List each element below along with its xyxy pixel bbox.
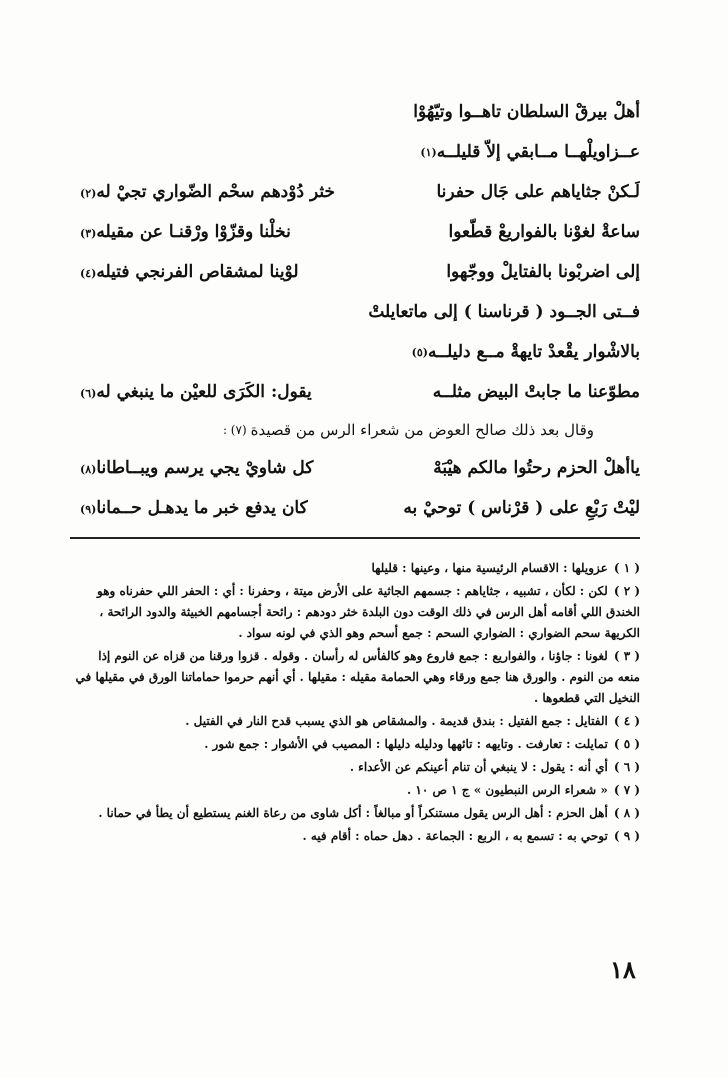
footnote-text: الفتايل : جمع الفتيل : بندق قديمة . والمشقاص هو الذي يسبب قدح النار في الفتيل .	[185, 714, 608, 728]
verse-second-hemistich: خثر دُوْدهم سحْم الضّواري تجيْ له	[96, 182, 335, 202]
footnote-text: « شعراء الرس النبطيون » ج ١ ص ١٠ .	[407, 783, 608, 797]
footnote-number: ( ٤ )	[613, 714, 640, 728]
footnote-text: لغونا : جاؤنا ، والفواريع : جمع فاروع وهو كالفأس له رأسان . وقوله . قزوا ورقنا من قزاه عن النوم إذا منعه من النوم . والورق هنا جمع ورقاء وهي الحمامة مقيله : مقيلها . أي أنهم حرموا حماماتنا الورق في مقيلها في النخيل التي قطعوها .	[75, 649, 640, 705]
verse-second-hemistich: نخلْنا وقزّوْا ورْقنـا عن مقيله	[96, 222, 291, 242]
footnote-ref: (١)	[420, 145, 437, 159]
verse-line	[80, 92, 640, 132]
verse-text: بالاشْوار يقْعدْ تايهةْ مــع دليلــه	[428, 342, 640, 362]
footnote-number: ( ٣ )	[613, 649, 640, 663]
footnote-ref: (٩)	[80, 503, 97, 516]
footnote-number: ( ٩ )	[613, 829, 640, 843]
verse-second-hemistich: كان يدفع خبر ما يدهـل حــمانا	[96, 498, 308, 518]
footnote	[74, 734, 640, 755]
poem-block	[80, 92, 640, 528]
footnote	[74, 757, 640, 778]
verse-text: عــزاويلْهــا مــابقي إلاّ قليلــه	[436, 142, 640, 162]
footnote	[74, 826, 640, 847]
verse-line	[80, 372, 640, 412]
footnote-number: ( ٧ )	[613, 783, 640, 797]
verse-line	[80, 488, 640, 528]
verse-first-hemistich: ليْتْ رَبْعِ على ( قرْناس ) توحيْ به	[403, 498, 640, 518]
footnote	[74, 646, 640, 709]
footnote	[74, 780, 640, 801]
page-number: ١٨	[610, 955, 636, 984]
footnote-ref: (٦)	[80, 387, 97, 400]
verse-line	[80, 212, 640, 252]
prose-text: وقال بعد ذلك صالح العوض من شعراء الرس من قصيدة	[250, 421, 594, 439]
footnote	[74, 711, 640, 732]
footnote-divider	[70, 537, 640, 539]
footnote-ref: (٨)	[80, 463, 97, 476]
footnote-number: ( ٨ )	[613, 806, 640, 820]
verse-second-hemistich: يقول: الكَرَى للعيْن ما ينبغي له	[96, 382, 312, 402]
footnote-number: ( ٥ )	[613, 737, 640, 751]
footnote	[74, 581, 640, 644]
footnote-text: توحي به : تسمع به ، الربع : الجماعة . دهل حماه : أقام فيه .	[302, 829, 608, 843]
verse-second-hemistich: كل شاويْ يجي يرسم ويبــاطانا	[96, 458, 314, 478]
verse-first-hemistich: ياأهلْ الحزم رحتُوا مالكم هيْبَهْ	[433, 458, 640, 478]
verse-first-hemistich: ساعةْ لغوْنا بالفواريعْ قطّعوا	[448, 222, 640, 242]
footnote-number: ( ١ )	[613, 561, 640, 575]
footnote-text: تمايلت : تعارفت . وتايهه : تائهها ودليله دليلها : المصيب في الأشوار : جمع شور .	[204, 737, 608, 751]
verse-second-hemistich: لوْينا لمشقاص الفرنجي فتيله	[96, 262, 299, 282]
verse-first-hemistich: إلى اضربْونا بالفتايلْ ووجّهوا	[446, 262, 640, 282]
footnote-ref: (٣)	[80, 227, 97, 240]
footnote-text: لكن : لكأن ، تشبيه ، جثاياهم : جسمهم الجاثية على الأرض ميتة ، وحفرنا : أي : الحفر اللي حفرناه وهو الخندق اللي أقامه أهل الرس في ذلك الوقت دون البلدة خثر دودهم : رائحة أجسامهم الخبيثة والدود الرائحة ، الكريهة سحم الضواري : الضواري السحم : جمع أسحم وهو الذي في لونه سواد .	[97, 584, 640, 640]
footnote-text: أي أنه : يقول : لا ينبغي أن تنام أعينكم عن الأعداء .	[349, 760, 608, 774]
verse-text: فــتى الجــود ( قرناسنا ) إلى ماتعايلتْ	[368, 302, 640, 322]
verse-line	[80, 132, 640, 172]
footnotes	[74, 558, 640, 849]
footnote-text: أهل الحزم : أهل الرس يقول مستنكراً أو مبالغاً : أكل شاوى من رعاة الغنم يستطيع أن يطأ في حمانا .	[98, 806, 608, 820]
footnote	[74, 558, 640, 579]
verse-line	[80, 252, 640, 292]
footnote-number: ( ٢ )	[613, 584, 640, 598]
verse-text: أهلْ بيرقْ السلطان تاهــوا وتيّهُوْا	[413, 102, 640, 122]
footnote-ref: (٥)	[411, 345, 428, 359]
footnote-text: عزويلها : الاقسام الرئيسية منها ، وعينها : قليلها	[371, 561, 608, 575]
verse-line	[80, 292, 640, 332]
verse-line	[80, 172, 640, 212]
footnote-number: ( ٦ )	[613, 760, 640, 774]
footnote	[74, 803, 640, 824]
verse-first-hemistich: لَـكنْ جثاياهم على جَال حفرنا	[436, 182, 640, 202]
footnote-ref: (٧) :	[222, 423, 247, 437]
verse-line	[80, 332, 640, 372]
prose-line	[80, 412, 640, 448]
footnote-ref: (٢)	[80, 187, 97, 200]
footnote-ref: (٤)	[80, 267, 97, 280]
verse-first-hemistich: مطوّعنا ما جابتْ البيض مثلــه	[432, 382, 640, 402]
verse-line	[80, 448, 640, 488]
